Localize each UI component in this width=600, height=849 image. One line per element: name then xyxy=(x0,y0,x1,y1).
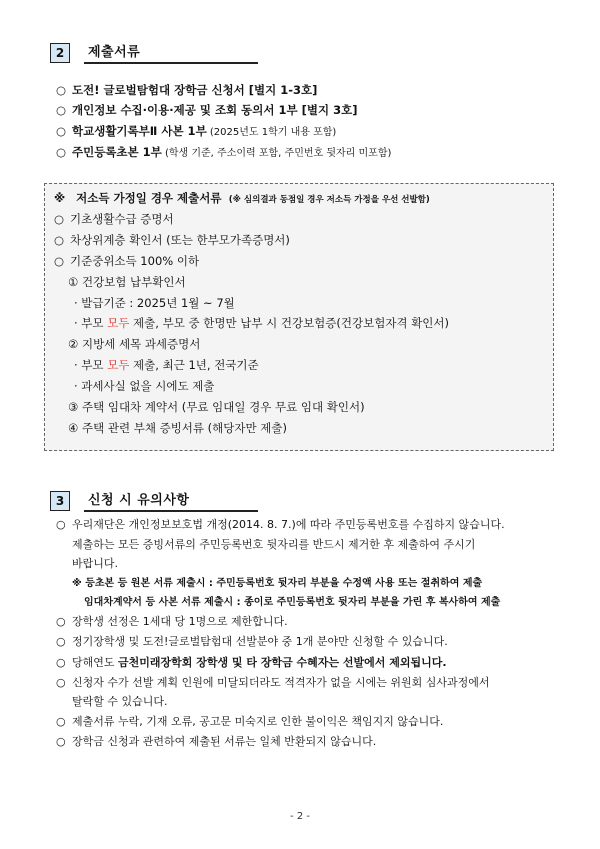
sub-detail: · 발급기준 : 2025년 1월 ~ 7월 xyxy=(74,296,235,310)
section-number: 3 xyxy=(50,491,70,511)
doc-item: ○ 도전! 글로벌탐험대 장학금 신청서 [별지 1-3호] xyxy=(56,83,318,97)
low-income-item: ○ 기초생활수급 증명서 xyxy=(54,212,174,226)
sub-item: ④ 주택 관련 부채 증빙서류 (해당자만 제출) xyxy=(68,421,287,435)
notice-item-cont: 바랍니다. xyxy=(72,557,119,570)
notice-item: ○ 정기장학생 및 도전!글로벌탐험대 선발분야 중 1개 분야만 신청할 수 있습니다. xyxy=(56,635,448,648)
sub-detail: · 부모 모두 제출, 최근 1년, 전국기준 xyxy=(74,358,259,372)
sub-item: ① 건강보험 납부확인서 xyxy=(68,275,186,289)
notice-note: 임대차계약서 등 사본 서류 제출시 : 종이로 주민등록번호 뒷자리 부분을 가린 후 복사하여 제출 xyxy=(84,597,501,608)
notice-item: ○ 장학금 신청과 관련하여 제출된 서류는 일체 반환되지 않습니다. xyxy=(56,735,377,748)
sub-item: ③ 주택 임대차 계약서 (무료 임대일 경우 무료 임대 확인서) xyxy=(68,400,365,414)
low-income-item: ○ 기준중위소득 100% 이하 xyxy=(54,254,200,268)
doc-item: ○ 주민등록초본 1부 (학생 기준, 주소이력 포함, 주민번호 뒷자리 미포함) xyxy=(56,145,392,159)
section-2-header xyxy=(50,41,258,64)
sub-detail: · 과세사실 없을 시에도 제출 xyxy=(74,379,215,393)
low-income-title: ※ 저소득 가정일 경우 제출서류 (※ 심의결과 동점일 경우 저소득 가정을 우선 선발함) xyxy=(54,191,430,205)
notice-item: ○ 신청자 수가 선발 계획 인원에 미달되더라도 적격자가 없을 시에는 위원회 심사과정에서 xyxy=(56,676,490,689)
page-number: - 2 - xyxy=(290,811,310,822)
doc-item: ○ 학교생활기록부Ⅱ 사본 1부 (2025년도 1학기 내용 포함) xyxy=(56,124,337,138)
notice-item: ○ 당해연도 금천미래장학회 장학생 및 타 장학금 수혜자는 선발에서 제외됩니다. xyxy=(56,656,447,669)
sub-detail: · 부모 모두 제출, 부모 중 한명만 납부 시 건강보험증(건강보험자격 확인서) xyxy=(74,316,450,330)
notice-item: ○ 장학생 선정은 1세대 당 1명으로 제한합니다. xyxy=(56,615,288,628)
sub-item: ② 지방세 세목 과세증명서 xyxy=(68,337,201,351)
notice-item-cont: 제출하는 모든 증빙서류의 주민등록번호 뒷자리를 반드시 제거한 후 제출하여 주시기 xyxy=(72,538,476,551)
section-3-header xyxy=(50,489,258,512)
doc-item: ○ 개인정보 수집·이용·제공 및 조회 동의서 1부 [별지 3호] xyxy=(56,103,358,117)
notice-item: ○ 제출서류 누락, 기재 오류, 공고문 미숙지로 인한 불이익은 책임지지 않습니다. xyxy=(56,715,444,728)
section-title: 제출서류 xyxy=(84,41,258,64)
section-number: 2 xyxy=(50,43,70,63)
notice-note: ※ 등초본 등 원본 서류 제출시 : 주민등록번호 뒷자리 부분을 수정액 사용 또는 절취하여 제출 xyxy=(72,578,483,589)
low-income-item: ○ 차상위계층 확인서 (또는 한부모가족증명서) xyxy=(54,233,290,247)
notice-item: ○ 우리재단은 개인정보보호법 개정(2014. 8. 7.)에 따라 주민등록번호를 수집하지 않습니다. xyxy=(56,518,505,531)
notice-item-cont: 탈락할 수 있습니다. xyxy=(72,695,168,708)
section-title: 신청 시 유의사항 xyxy=(84,489,258,512)
